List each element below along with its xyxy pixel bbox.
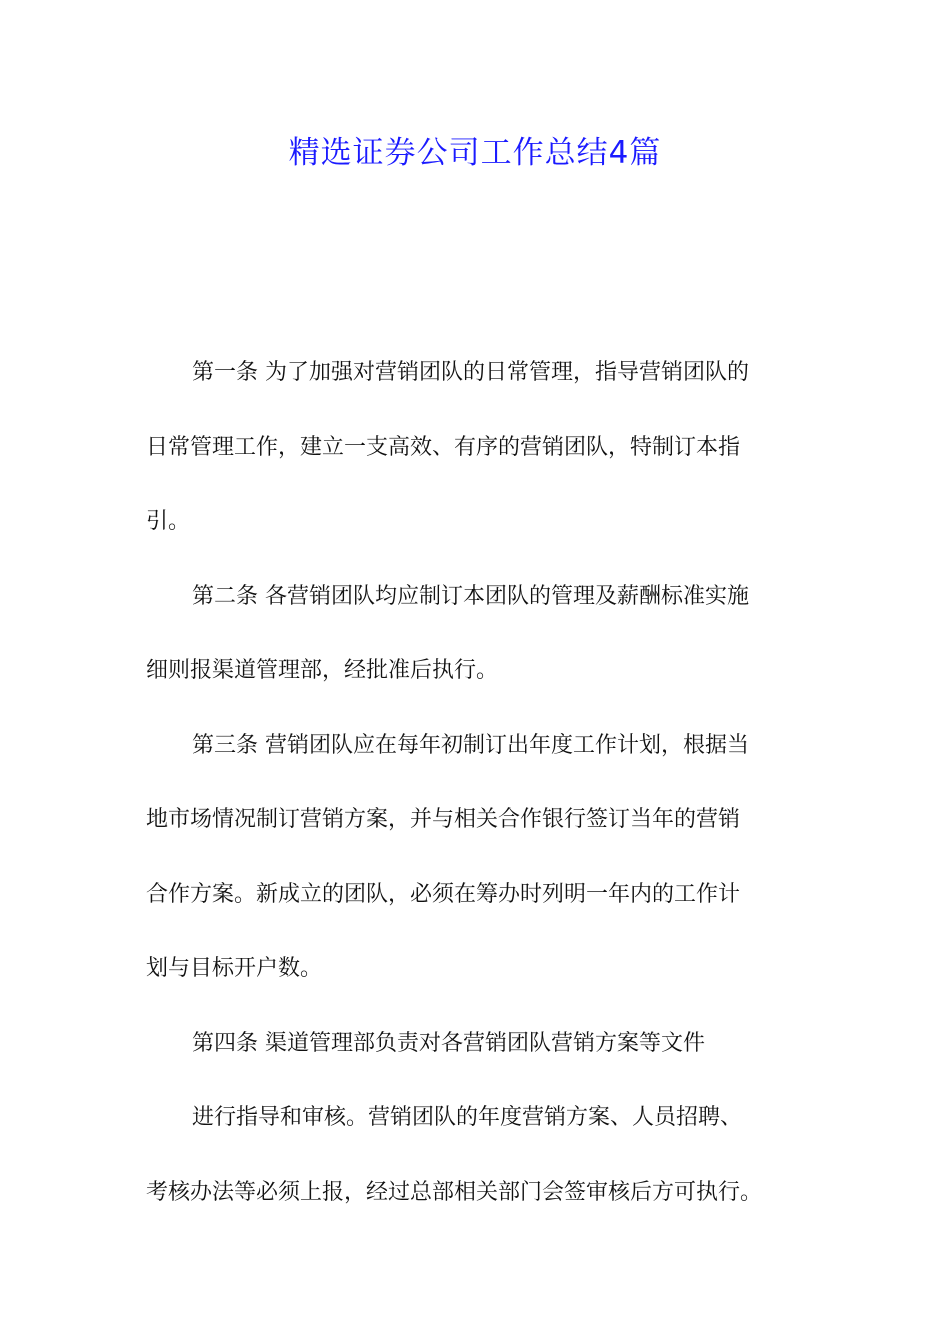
paragraph-5-line-1: 进行指导和审核。营销团队的年度营销方案、人员招聘、	[192, 1105, 743, 1130]
document-title: 精选证券公司工作总结4篇	[288, 135, 662, 171]
document-body	[146, 336, 816, 1230]
paragraph-3-line-2: 地市场情况制订营销方案，并与相关合作银行签订当年的营销	[146, 807, 741, 832]
paragraph-4-line-1: 第四条 渠道管理部负责对各营销团队营销方案等文件	[192, 1030, 705, 1056]
paragraph-1-line-2: 日常管理工作，建立一支高效、有序的营销团队，特制订本指	[146, 434, 741, 460]
paragraph-1-line-3: 引。	[146, 509, 191, 534]
paragraph-2-line-2: 细则报渠道管理部，经批准后执行。	[146, 658, 499, 683]
paragraph-3-line-1: 第三条 营销团队应在每年初制订出年度工作计划，根据当	[192, 732, 749, 758]
paragraph-3-line-3: 合作方案。新成立的团队，必须在筹办时列明一年内的工作计	[146, 881, 741, 907]
paragraph-5-line-2: 考核办法等必须上报，经过总部相关部门会签审核后方可执行。	[146, 1179, 763, 1205]
paragraph-1-line-1: 第一条 为了加强对营销团队的日常管理，指导营销团队的	[192, 360, 749, 385]
paragraph-2-line-1: 第二条 各营销团队均应制订本团队的管理及薪酬标准实施	[192, 583, 749, 609]
paragraph-3-line-4: 划与目标开户数。	[146, 956, 323, 981]
